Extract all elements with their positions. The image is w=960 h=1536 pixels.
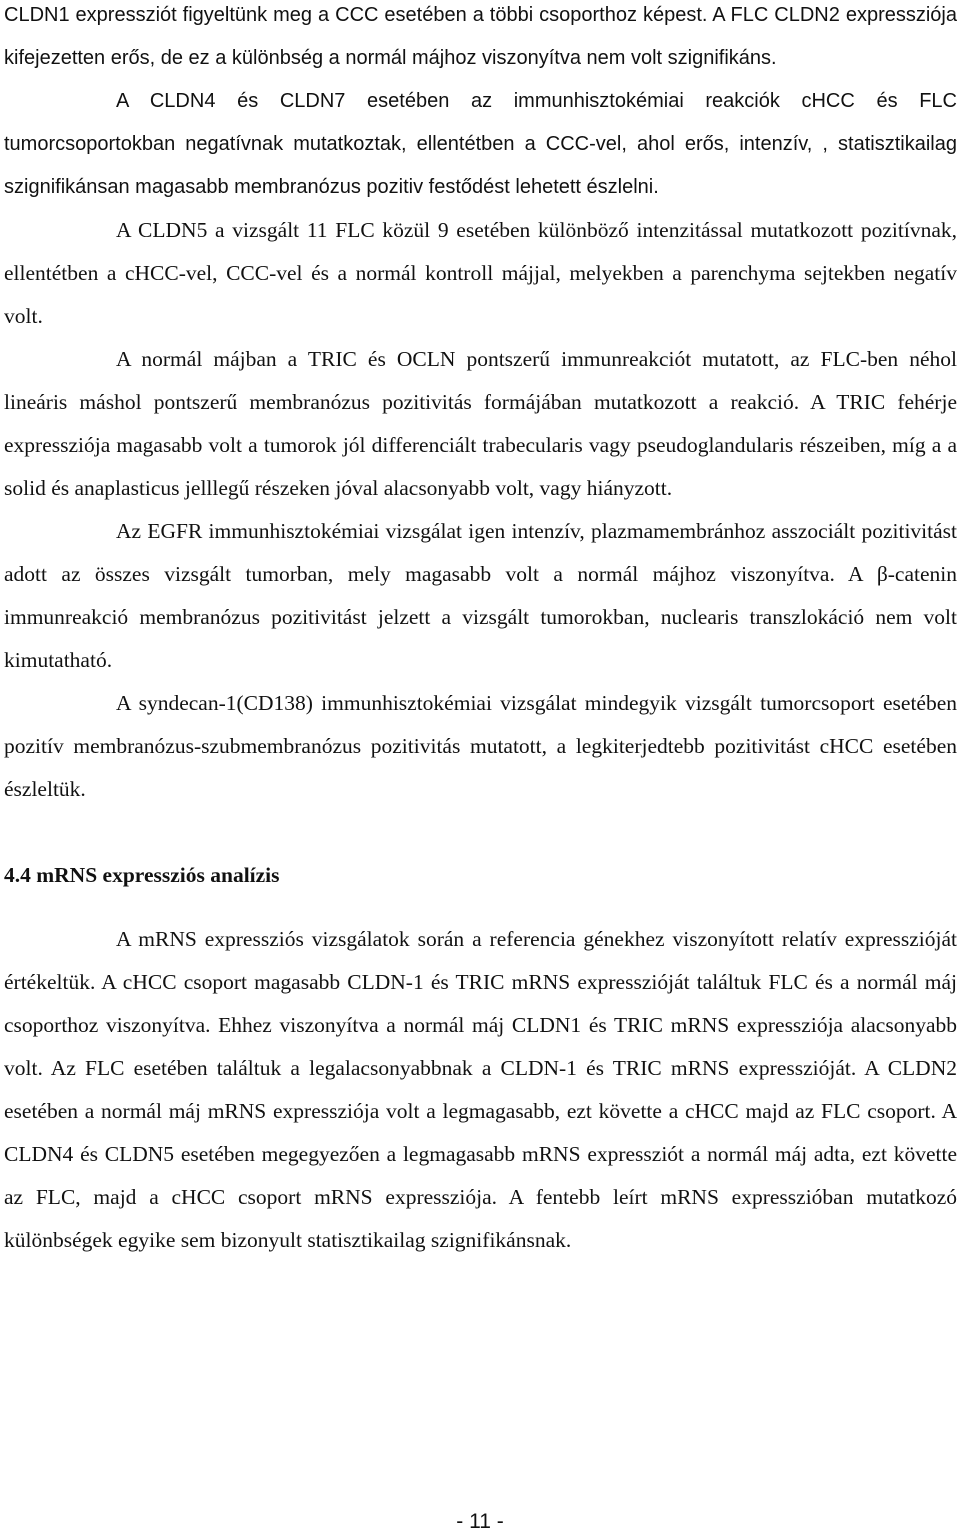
- section-heading: 4.4 mRNS expressziós analízis: [4, 863, 280, 887]
- paragraph-cldn5: A CLDN5 a vizsgált 11 FLC közül 9 esetében különböző intenzitással mutatkozott pozitívnak, ellentétben a cHCC-vel, CCC-vel és a normál kontroll májjal, melyekben a parenchyma sejtekben negatív volt.: [4, 218, 957, 328]
- paragraph-tric-ocln: A normál májban a TRIC és OCLN pontszerű immunreakciót mutatott, az FLC-ben néhol lineáris máshol pontszerű membranózus pozitivitás formájában mutatkozott a reakció. A TRIC fehérje expressziója magasabb volt a tumorok jól differenciált trabecularis vagy pseudoglandularis részeiben, míg a a solid és anaplasticus jelllegű részeken jóval alacsonyabb volt, vagy hiányzott.: [4, 347, 957, 500]
- paragraph-egfr-beta-catenin: Az EGFR immunhisztokémiai vizsgálat igen intenzív, plazmamembránhoz asszociált pozitivitást adott az összes vizsgált tumorban, mely magasabb volt a normál májhoz viszonyítva. A β-catenin immunreakció membranózus pozitivitást jelzett a vizsgált tumorokban, nuclearis transzlokáció nem volt kimutatható.: [4, 519, 957, 672]
- paragraph-mrns-analysis: A mRNS expressziós vizsgálatok során a referencia génekhez viszonyított relatív expresszióját értékeltük. A cHCC csoport magasabb CLDN-1 és TRIC mRNS expresszióját találtuk FLC és a normál máj csoporthoz viszonyítva. Ehhez viszonyítva a normál máj CLDN1 és TRIC mRNS expressziója alacsonyabb volt. Az FLC esetében találtuk a legalacsonyabbnak a CLDN-1 és TRIC mRNS expresszióját. A CLDN2 esetében a normál máj mRNS expressziója volt a legmagasabb, ezt követte a cHCC majd az FLC csoport. A CLDN4 és CLDN5 esetében megegyezően a legmagasabb mRNS expressziót a normál máj adta, ezt követte az FLC, majd a cHCC csoport mRNS expressziója. A fentebb leírt mRNS expresszióban mutatkozó különbségek egyike sem bizonyult statisztikailag szignifikánsnak.: [4, 927, 957, 1252]
- page-number: - 11 -: [456, 1510, 504, 1533]
- paragraph-cldn1-cldn2: CLDN1 expressziót figyeltünk meg a CCC esetében a többi csoporthoz képest. A FLC CLDN2 expressziója kifejezetten erős, de ez a különbség a normál májhoz viszonyítva nem volt szignifikáns.: [4, 4, 957, 69]
- document-page: [4, 0, 957, 1262]
- section-spacer: [4, 811, 957, 854]
- paragraph-syndecan: A syndecan-1(CD138) immunhisztokémiai vizsgálat mindegyik vizsgált tumorcsoport esetében pozitív membranózus-szubmembranózus pozitivitás mutatott, a legkiterjedtebb pozitivitást cHCC esetében észleltük.: [4, 691, 957, 801]
- paragraph-cldn4-cldn7: A CLDN4 és CLDN7 esetében az immunhisztokémiai reakciók cHCC és FLC tumorcsoportokban negatívnak mutatkoztak, ellentétben a CCC-vel, ahol erős, intenzív, , statisztikailag szignifikánsan magasabb membranózus pozitiv festődést lehetett észlelni.: [4, 90, 957, 198]
